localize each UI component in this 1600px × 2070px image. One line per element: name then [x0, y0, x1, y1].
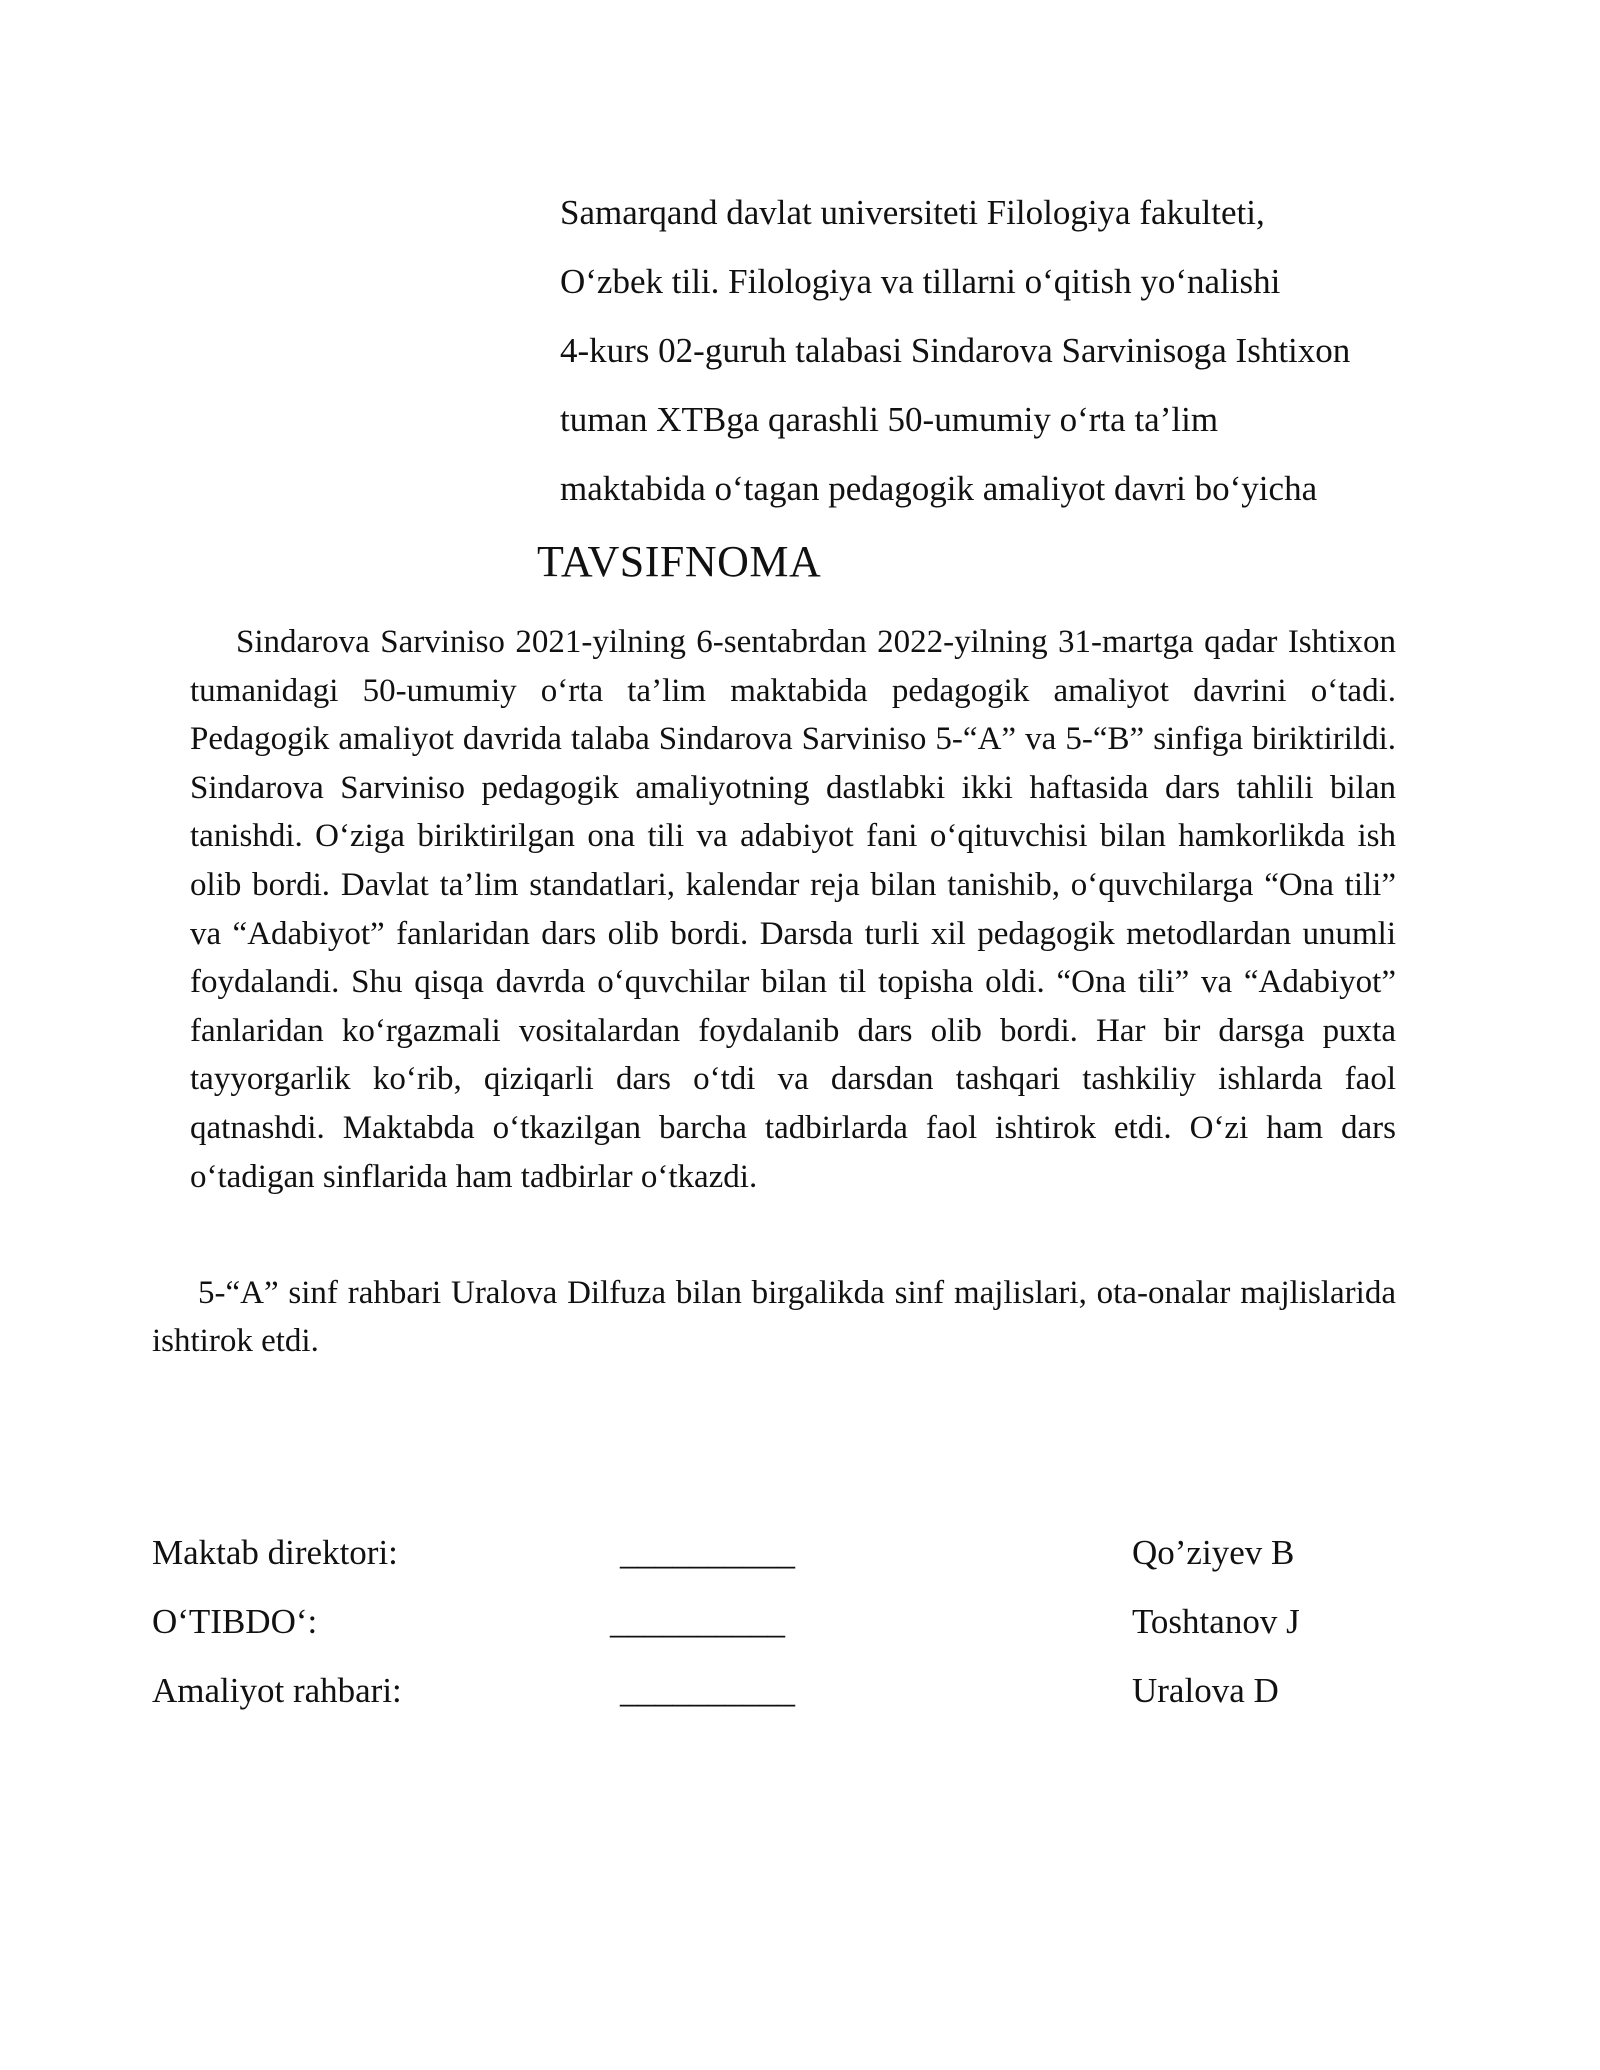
- header-line: O‘zbek tili. Filologiya va tillarni o‘qitish yo‘nalishi: [560, 262, 1281, 301]
- header-line: maktabida o‘tagan pedagogik amaliyot davri bo‘yicha: [560, 469, 1318, 508]
- header-line: Samarqand davlat universiteti Filologiya fakulteti,: [560, 193, 1265, 232]
- signature-name: Qo’ziyev B: [1132, 1533, 1295, 1572]
- signature-label: O‘TIBDO‘:: [152, 1602, 318, 1641]
- signature-line: __________: [620, 1671, 795, 1710]
- signature-row-supervisor: [152, 1666, 1452, 1716]
- signature-label: Maktab direktori:: [152, 1533, 398, 1572]
- signature-row-otibdo: [152, 1597, 1452, 1647]
- header-line: tuman XTBga qarashli 50-umumiy o‘rta ta’lim: [560, 400, 1219, 439]
- document-title: TAVSIFNOMA: [537, 537, 822, 586]
- body-paragraph: Sindarova Sarviniso 2021-yilning 6-sentabrdan 2022-yilning 31-martga qadar Ishtixon tumanidagi 50-umumiy o‘rta ta’lim maktabida pedagogik amaliyot davrini o‘tadi. Pedagogik amaliyot davrida talaba Sindarova Sarviniso 5-“A” va 5-“B” sinfiga biriktirildi. Sindarova Sarviniso pedagogik amaliyotning dastlabki ikki haftasida dars tahlili bilan tanishdi. O‘ziga biriktirilgan ona tili va adabiyot fani o‘qituvchisi bilan hamkorlikda ish olib bordi. Davlat ta’lim standatlari, kalendar reja bilan tanishib, o‘quvchilarga “Ona tili” va “Adabiyot” fanlaridan dars olib bordi. Darsda turli xil pedagogik metodlardan unumli foydalandi. Shu qisqa davrda o‘quvchilar bilan til topisha oldi. “Ona tili” va “Adabiyot” fanlaridan ko‘rgazmali vositalardan foydalanib dars olib bordi. Har bir darsga puxta tayyorgarlik ko‘rib, qiziqarli dars o‘tdi va darsdan tashqari tashkiliy ishlarda faol qatnashdi. Maktabda o‘tkazilgan barcha tadbirlarda faol ishtirok etdi. O‘zi ham dars o‘tadigan sinflarida ham tadbirlar o‘tkazdi.: [190, 624, 1396, 1195]
- signature-line: __________: [610, 1602, 785, 1641]
- signature-row-director: [152, 1528, 1452, 1578]
- signature-line: __________: [620, 1533, 795, 1572]
- signature-label: Amaliyot rahbari:: [152, 1671, 402, 1710]
- signature-name: Toshtanov J: [1132, 1602, 1300, 1641]
- recipient-header: [560, 178, 1460, 523]
- header-line: 4-kurs 02-guruh talabasi Sindarova Sarvinisoga Ishtixon: [560, 331, 1351, 370]
- body-paragraph: 5-“A” sinf rahbari Uralova Dilfuza bilan birgalikda sinf majlislari, ota-onalar majlislarida ishtirok etdi.: [152, 1275, 1396, 1359]
- signature-name: Uralova D: [1132, 1671, 1279, 1710]
